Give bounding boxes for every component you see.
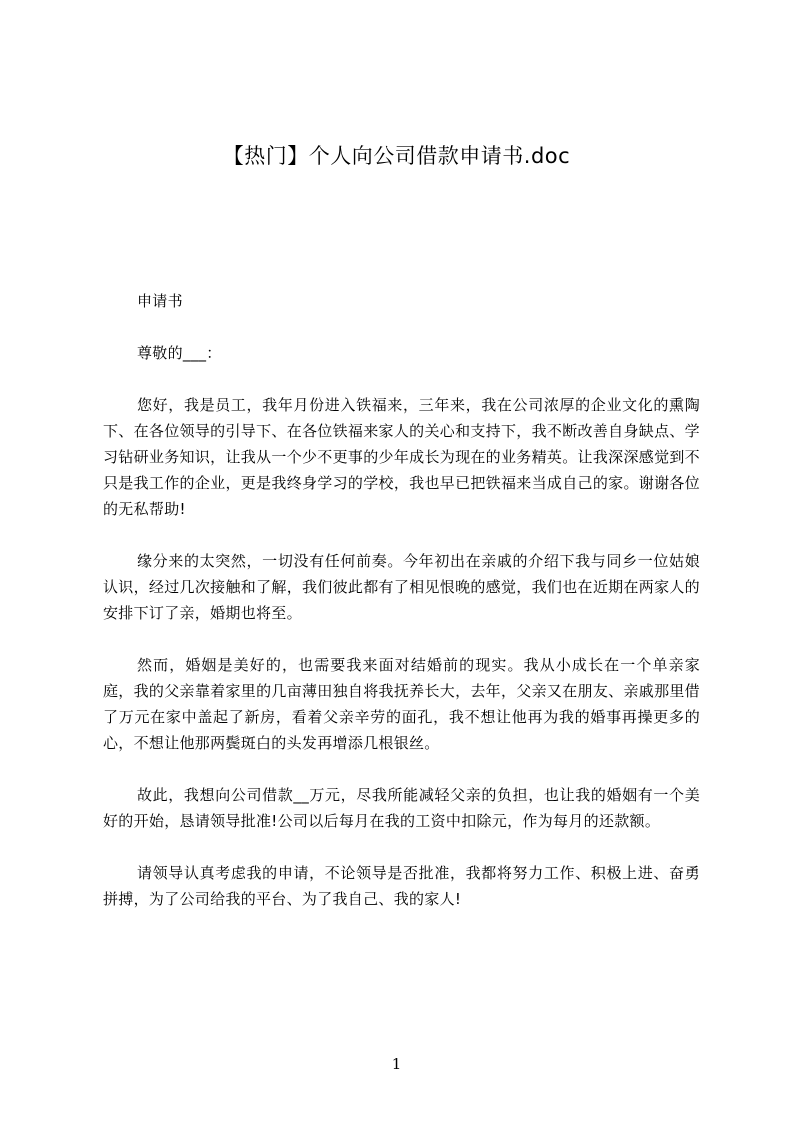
paragraph-engagement: 缘分来的太突然，一切没有任何前奏。今年初出在亲戚的介绍下我与同乡一位姑娘认识，经过几次接触和了解，我们彼此都有了相见恨晚的感觉，我们也在近期在两家人的安排下订了亲，婚期也将至。: [103, 552, 700, 622]
page-number: 1: [391, 1055, 402, 1073]
paragraph-loan-request: 故此，我想向公司借款__万元，尽我所能减轻父亲的负担，也让我的婚姻有一个美好的开始，恳请领导批准!公司以后每月在我的工资中扣除元，作为每月的还款额。: [103, 786, 700, 830]
document-body: [103, 288, 700, 938]
paragraph-closing: 请领导认真考虑我的申请，不论领导是否批准，我都将努力工作、积极上进、奋勇拼搏，为了公司给我的平台、为了我自己、我的家人!: [103, 864, 700, 908]
salutation: 尊敬的___：: [137, 344, 222, 362]
document-title: 【热门】个人向公司借款申请书.doc: [222, 144, 571, 168]
paragraph-family-situation: 然而，婚姻是美好的，也需要我来面对结婚前的现实。我从小成长在一个单亲家庭，我的父亲靠着家里的几亩薄田独自将我抚养长大，去年，父亲又在朋友、亲戚那里借了万元在家中盖起了新房，看着父亲辛劳的面孔，我不想让他再为我的婚事再操更多的心，不想让他那两鬓斑白的头发再增添几根银丝。: [103, 656, 700, 752]
paragraph-introduction: 您好，我是员工，我年月份进入铁福来，三年来，我在公司浓厚的企业文化的熏陶下、在各位领导的引导下、在各位铁福来家人的关心和支持下，我不断改善自身缺点、学习钻研业务知识，让我从一个少不更事的少年成长为现在的业务精英。让我深深感觉到不只是我工作的企业，更是我终身学习的学校，我也早已把铁福来当成自己的家。谢谢各位的无私帮助!: [103, 396, 700, 518]
heading-shenqingshu: 申请书: [137, 292, 183, 310]
